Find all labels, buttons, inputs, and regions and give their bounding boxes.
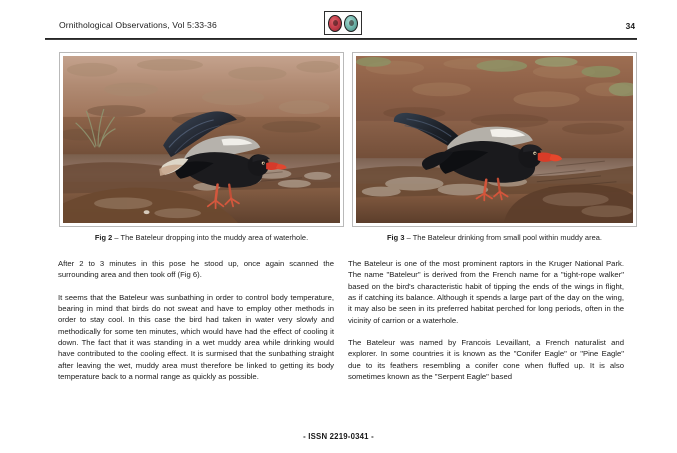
body-columns [45, 258, 637, 418]
figure-3-photo-frame [352, 52, 637, 227]
logo-teal-disc-icon [344, 15, 358, 32]
figure-3 [352, 52, 637, 242]
figure-2-photo [63, 56, 340, 223]
figure-2-caption [59, 233, 344, 242]
figure-2-photo-frame [59, 52, 344, 227]
logo-red-disc-icon [328, 15, 342, 32]
figure-3-dash: – [404, 233, 413, 242]
figure-2-label: Fig 2 [94, 233, 113, 242]
journal-title: Ornithological Observations, Vol 5:33-36 [59, 20, 217, 30]
left-paragraph-1: After 2 to 3 minutes in this pose he stood up, once again scanned the surrounding area and then took off (Fig 6). [58, 259, 334, 280]
right-paragraph-1: The Bateleur is one of the most prominent raptors in the Kruger National Park. The name "Bateleur" is derived from the French name for a "tight-rope walker" based on the bird's characteristic habit of tipping the ends of the wings in flight, as if catching its balance. Although it spends a large part of the day on the wing, it may also be seen in its preferred habitat perched for long periods, often in the vicinity of carrion or a waterhole. [348, 259, 624, 325]
page-header [45, 18, 637, 38]
figure-2 [59, 52, 344, 242]
figure-3-label: Fig 3 [386, 233, 405, 242]
figure-row [45, 52, 637, 252]
figure-3-photo [356, 56, 633, 223]
header-divider-rule [45, 38, 637, 40]
figure-2-dash: – [112, 233, 121, 242]
page-number: 34 [625, 21, 635, 31]
left-text-column [58, 258, 334, 382]
figure-2-caption-text: The Bateleur dropping into the muddy area of waterhole. [120, 233, 309, 242]
right-paragraph-2: The Bateleur was named by Francois Levaillant, a French naturalist and explorer. In some countries it is known as the "Conifer Eagle" or "Pine Eagle" due to its feathers resembling a conifer cone when fluffed up. It is also sometimes known as the "Serpent Eagle" based [348, 338, 624, 382]
figure-3-caption [352, 233, 637, 242]
left-paragraph-2: It seems that the Bateleur was sunbathing in order to control body temperature, bearing in mind that birds do not sweat and have to employ other methods in order to stay cool. In this case the bird had taken in water very slowly and methodically for some ten minutes, which would have had the effect of cooling it down. The fact that it was standing in a wet muddy area while drinking would have contributed to the cooling effect. It is surmised that the sunbathing straight after leaving the wet, muddy area must therefore be linked to getting its body temperature back to a normal range as quickly as possible. [58, 292, 334, 382]
page-footer-issn: - ISSN 2219-0341 - [303, 432, 374, 441]
right-text-column [348, 258, 624, 382]
journal-logo-icon [324, 11, 362, 35]
figure-3-caption-text: The Bateleur drinking from small pool within muddy area. [412, 233, 603, 242]
